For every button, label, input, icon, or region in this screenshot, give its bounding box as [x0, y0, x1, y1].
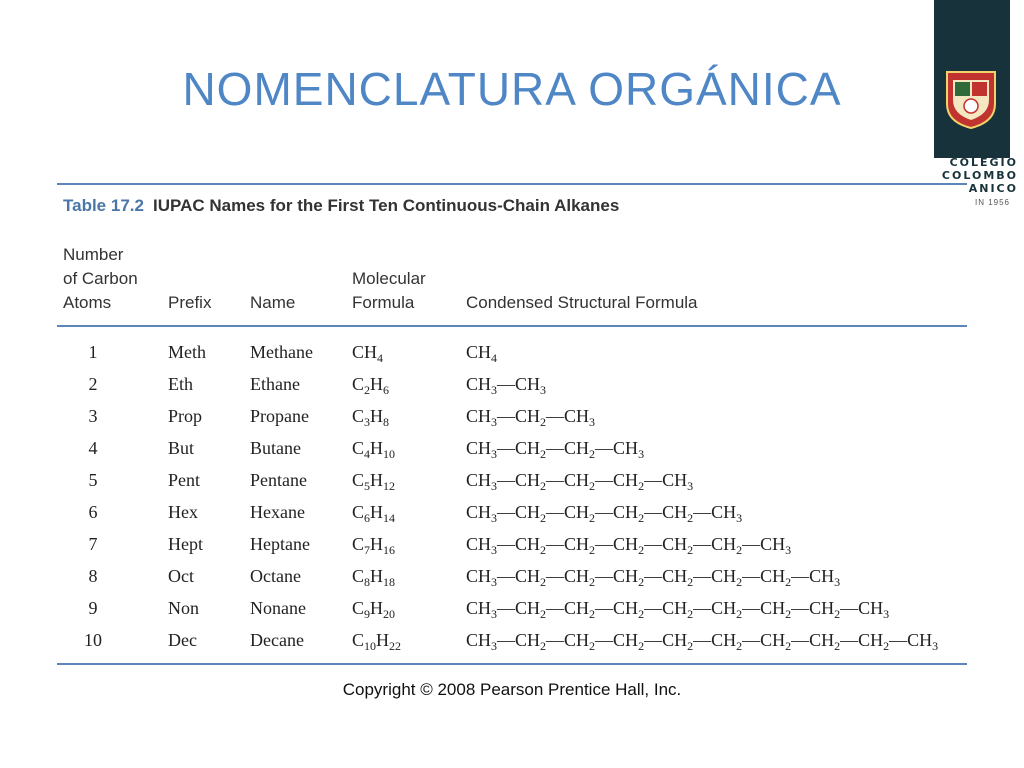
molecular-formula: $C_{10}H_{22}$ — [352, 630, 402, 653]
condensed-structural-formula: $CH_3—CH_2—CH_2—CH_2—CH_2—CH_2—CH_2—CH_3$ — [466, 566, 841, 589]
name-cell: Nonane — [250, 598, 306, 618]
condensed-structural-formula: $CH_3—CH_2—CH_2—CH_2—CH_3$ — [466, 470, 694, 493]
header-number: Number of Carbon Atoms — [63, 245, 138, 312]
table-bottom-rule — [57, 663, 967, 665]
carbon-count: 6 — [88, 502, 98, 522]
condensed-structural-formula: $CH_3—CH_2—CH_2—CH_2—CH_2—CH_2—CH_2—CH_2—CH_3$ — [466, 598, 890, 621]
header-molecular-formula: Molecular Formula — [352, 269, 426, 312]
table-caption: IUPAC Names for the First Ten Continuous-Chain Alkanes — [153, 196, 620, 215]
prefix-cell: Eth — [168, 374, 193, 394]
carbon-count: 10 — [84, 630, 102, 650]
molecular-formula: $C_6H_{14}$ — [352, 502, 396, 525]
carbon-count: 4 — [88, 438, 98, 458]
condensed-structural-formula: $CH_3—CH_2—CH_2—CH_3$ — [466, 438, 645, 461]
prefix-cell: Dec — [168, 630, 197, 650]
molecular-formula: $C_9H_{20}$ — [352, 598, 396, 621]
carbon-count: 5 — [88, 470, 98, 490]
table-header-rule — [57, 325, 967, 327]
condensed-structural-formula: $CH_3—CH_2—CH_2—CH_2—CH_2—CH_3$ — [466, 502, 743, 525]
molecular-formula: $C_8H_{18}$ — [352, 566, 396, 589]
molecular-formula: $C_7H_{16}$ — [352, 534, 396, 557]
name-cell: Methane — [250, 342, 313, 362]
name-cell: Octane — [250, 566, 301, 586]
carbon-count: 3 — [88, 406, 98, 426]
prefix-cell: Hex — [168, 502, 198, 522]
carbon-count: 9 — [88, 598, 98, 618]
name-cell: Ethane — [250, 374, 300, 394]
school-name-line-1: COLEGIO — [949, 156, 1018, 169]
prefix-cell: Meth — [168, 342, 206, 362]
carbon-count: 8 — [88, 566, 98, 586]
copyright-notice: Copyright © 2008 Pearson Prentice Hall, Inc. — [342, 680, 682, 699]
condensed-structural-formula: $CH_3—CH_2—CH_2—CH_2—CH_2—CH_2—CH_2—CH_2—CH_2—CH_3$ — [466, 630, 939, 653]
molecular-formula: $C_3H_8$ — [352, 406, 390, 429]
name-cell: Propane — [250, 406, 309, 426]
name-cell: Hexane — [250, 502, 305, 522]
molecular-formula: $C_4H_{10}$ — [352, 438, 396, 461]
prefix-cell: Hept — [168, 534, 203, 554]
prefix-cell: But — [168, 438, 195, 458]
carbon-count: 1 — [88, 342, 98, 362]
prefix-cell: Prop — [168, 406, 203, 426]
name-cell: Pentane — [250, 470, 307, 490]
school-name-line-2: COLOMBO — [941, 169, 1018, 182]
condensed-structural-formula: $CH_4$ — [466, 342, 498, 365]
school-crest-icon — [945, 70, 997, 130]
alkane-table — [57, 183, 967, 665]
condensed-structural-formula: $CH_3—CH_2—CH_3$ — [466, 406, 596, 429]
table-number: Table 17.2 — [63, 196, 144, 215]
slide-title: NOMENCLATURA ORGÁNICA — [182, 63, 842, 115]
header-structural-formula: Condensed Structural Formula — [466, 293, 698, 312]
condensed-structural-formula: $CH_3—CH_3$ — [466, 374, 547, 397]
table-top-rule — [57, 183, 967, 185]
name-cell: Decane — [250, 630, 304, 650]
school-founded: IN 1956 — [974, 198, 1010, 207]
molecular-formula: $CH_4$ — [352, 342, 384, 365]
carbon-count: 7 — [88, 534, 98, 554]
prefix-cell: Pent — [168, 470, 201, 490]
header-name: Name — [250, 293, 296, 312]
prefix-cell: Oct — [168, 566, 194, 586]
molecular-formula: $C_2H_6$ — [352, 374, 390, 397]
name-cell: Butane — [250, 438, 301, 458]
condensed-structural-formula: $CH_3—CH_2—CH_2—CH_2—CH_2—CH_2—CH_3$ — [466, 534, 792, 557]
prefix-cell: Non — [168, 598, 199, 618]
school-name-line-3: ANICO — [968, 182, 1018, 195]
carbon-count: 2 — [88, 374, 98, 394]
name-cell: Heptane — [250, 534, 310, 554]
molecular-formula: $C_5H_{12}$ — [352, 470, 396, 493]
header-prefix: Prefix — [168, 293, 212, 312]
